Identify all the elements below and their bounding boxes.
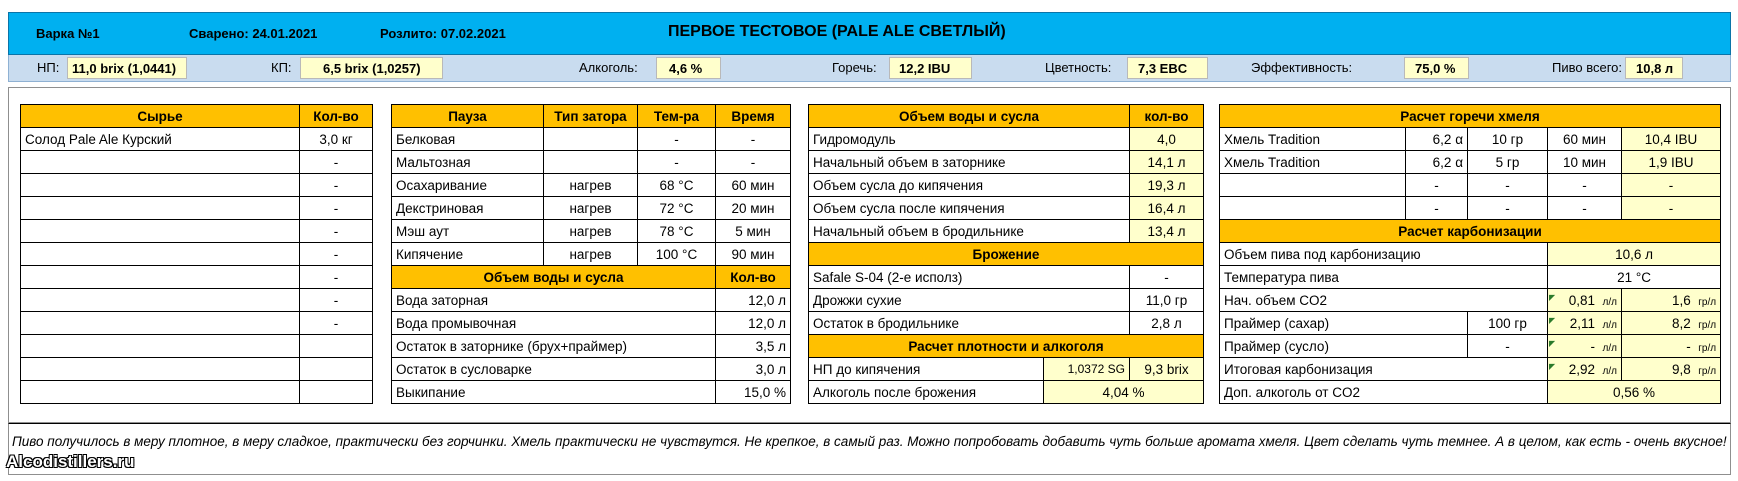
table-row	[809, 220, 1204, 243]
co2-label: Нач. объем CO2	[1220, 289, 1548, 312]
og-boil-label: НП до кипячения	[809, 358, 1044, 381]
table-row	[21, 243, 373, 266]
raw-name: Солод Pale Ale Курский	[21, 128, 300, 151]
comment-marker-icon: ◤	[1549, 338, 1556, 348]
pause-temp: -	[638, 151, 716, 174]
abv-ferm-value: 4,04 %	[1044, 381, 1204, 404]
water-name: Остаток в сусловарке	[392, 358, 716, 381]
hop-name: Хмель Tradition	[1220, 151, 1406, 174]
bottle-date: Розлито: 07.02.2021	[380, 26, 506, 41]
hop-time: 10 мин	[1548, 151, 1622, 174]
hop-alpha: -	[1406, 174, 1468, 197]
raw-qty: -	[300, 243, 373, 266]
wort-gl: -	[1686, 338, 1691, 354]
water-name: Вода промывочная	[392, 312, 716, 335]
table-row	[21, 128, 373, 151]
pause-name: Осахаривание	[392, 174, 544, 197]
hop-amount: -	[1468, 197, 1548, 220]
pause-name: Мэш аут	[392, 220, 544, 243]
gravity-header: Расчет плотности и алкоголя	[809, 335, 1204, 358]
ferm-name: Дрожжи сухие	[809, 289, 1130, 312]
pause-temp: -	[638, 128, 716, 151]
hop-time: 60 мин	[1548, 128, 1622, 151]
water-header-qty: Кол-во	[716, 266, 791, 289]
wort-label: Праймер (сусло)	[1220, 335, 1468, 358]
table-row	[1220, 358, 1721, 381]
table-row	[1220, 151, 1721, 174]
table-row	[21, 151, 373, 174]
hops-carbonation-table	[1219, 104, 1721, 404]
table-row	[21, 220, 373, 243]
table-row	[392, 358, 791, 381]
table-row	[392, 289, 791, 312]
carb-temp-value: 21 °C	[1548, 266, 1721, 289]
volume-name: Объем сусла до кипячения	[809, 174, 1130, 197]
ibu-label: Горечь:	[832, 60, 877, 75]
raw-name	[21, 358, 300, 381]
water-qty: 3,5 л	[716, 335, 791, 358]
pause-type	[544, 128, 638, 151]
wort-amount: -	[1468, 335, 1548, 358]
table-row	[809, 174, 1204, 197]
carb-volume-label: Объем пива под карбонизацию	[1220, 243, 1548, 266]
table-row	[809, 289, 1204, 312]
unit-vol: л/л	[1602, 319, 1617, 331]
table-row	[809, 266, 1204, 289]
pause-time: 20 мин	[716, 197, 791, 220]
volume-value: 14,1 л	[1130, 151, 1204, 174]
mash-header-pause: Пауза	[392, 105, 544, 128]
raw-name	[21, 266, 300, 289]
efficiency-label: Эффективность:	[1251, 60, 1353, 75]
og-label: НП:	[37, 60, 60, 75]
volume-value: 19,3 л	[1130, 174, 1204, 197]
pause-temp: 68 °C	[638, 174, 716, 197]
hops-header: Расчет горечи хмеля	[1220, 105, 1721, 128]
table-row	[1220, 381, 1721, 404]
summary-bar	[8, 55, 1731, 82]
hop-alpha: -	[1406, 197, 1468, 220]
water-name: Вода заторная	[392, 289, 716, 312]
table-row	[21, 197, 373, 220]
total-beer-label: Пиво всего:	[1552, 60, 1622, 75]
unit-vol: л/л	[1602, 296, 1617, 308]
fermentation-header: Брожение	[809, 243, 1204, 266]
table-row	[1220, 197, 1721, 220]
unit-gl: гр/л	[1698, 365, 1717, 377]
color-label: Цветность:	[1045, 60, 1112, 75]
raw-materials-table	[20, 104, 373, 404]
raw-name	[21, 151, 300, 174]
table-row	[809, 312, 1204, 335]
hop-ibu: -	[1622, 174, 1721, 197]
table-row	[392, 312, 791, 335]
volume-value: 4,0	[1130, 128, 1204, 151]
mash-header-type: Тип затора	[544, 105, 638, 128]
og-boil-brix: 9,3 brix	[1130, 358, 1204, 381]
mash-table	[391, 104, 791, 404]
table-row	[392, 335, 791, 358]
table-row	[21, 381, 373, 404]
hop-amount: 10 гр	[1468, 128, 1548, 151]
pause-name: Декстриновая	[392, 197, 544, 220]
hop-time: -	[1548, 174, 1622, 197]
raw-name	[21, 381, 300, 404]
hop-ibu: 10,4 IBU	[1622, 128, 1721, 151]
ferm-name: Остаток в бродильнике	[809, 312, 1130, 335]
hop-name	[1220, 197, 1406, 220]
water-qty: 12,0 л	[716, 312, 791, 335]
sugar-gl: 8,2	[1671, 315, 1691, 331]
carbonation-header: Расчет карбонизации	[1220, 220, 1721, 243]
table-row	[392, 220, 791, 243]
table-row	[21, 312, 373, 335]
pause-time: -	[716, 128, 791, 151]
pause-type: нагрев	[544, 243, 638, 266]
batch-number: Варка №1	[36, 26, 100, 41]
raw-qty: 3,0 кг	[300, 128, 373, 151]
volume-name: Начальный объем в бродильнике	[809, 220, 1130, 243]
volume-name: Объем сусла после кипячения	[809, 197, 1130, 220]
water-qty: 3,0 л	[716, 358, 791, 381]
table-row	[392, 128, 791, 151]
raw-qty	[300, 358, 373, 381]
hop-time: -	[1548, 197, 1622, 220]
co2-alcohol-value: 0,56 %	[1548, 381, 1721, 404]
mash-header-temp: Тем-ра	[638, 105, 716, 128]
hop-alpha: 6,2 α	[1406, 128, 1468, 151]
ferm-value: -	[1130, 266, 1204, 289]
table-row	[21, 358, 373, 381]
volumes-table	[808, 104, 1204, 404]
fg-value: 6,5 brix (1,0257)	[300, 57, 443, 79]
table-row	[1220, 289, 1721, 312]
unit-gl: гр/л	[1698, 296, 1717, 308]
hop-name: Хмель Tradition	[1220, 128, 1406, 151]
unit-gl: гр/л	[1698, 319, 1717, 331]
comment-marker-icon: ◤	[1549, 292, 1556, 302]
table-row	[1220, 243, 1721, 266]
table-row	[809, 358, 1204, 381]
raw-qty: -	[300, 197, 373, 220]
table-row	[809, 128, 1204, 151]
raw-qty: -	[300, 151, 373, 174]
raw-header-name: Сырье	[21, 105, 300, 128]
raw-qty: -	[300, 220, 373, 243]
water-qty: 12,0 л	[716, 289, 791, 312]
sugar-amount: 100 гр	[1468, 312, 1548, 335]
table-row	[1220, 335, 1721, 358]
wort-vol: -	[1590, 338, 1596, 354]
carb-total-label: Итоговая карбонизация	[1220, 358, 1548, 381]
pause-type: нагрев	[544, 174, 638, 197]
water-qty: 15,0 %	[716, 381, 791, 404]
color-value: 7,3 EBC	[1127, 57, 1208, 79]
brew-date: Сварено: 24.01.2021	[189, 26, 318, 41]
abv-value: 4,6 %	[656, 57, 721, 79]
pause-temp: 78 °C	[638, 220, 716, 243]
abv-ferm-label: Алкоголь после брожения	[809, 381, 1044, 404]
carb-temp-label: Температура пива	[1220, 266, 1548, 289]
sugar-label: Праймер (сахар)	[1220, 312, 1468, 335]
raw-qty: -	[300, 312, 373, 335]
pause-name: Мальтозная	[392, 151, 544, 174]
table-row	[21, 174, 373, 197]
unit-vol: л/л	[1602, 365, 1617, 377]
table-row	[1220, 128, 1721, 151]
pause-time: 5 мин	[716, 220, 791, 243]
carb-total-vol: 2,92	[1568, 361, 1596, 377]
volume-name: Начальный объем в заторнике	[809, 151, 1130, 174]
recipe-title: ПЕРВОЕ ТЕСТОВОЕ (PALE ALE СВЕТЛЫЙ)	[668, 23, 1006, 40]
co2-vol: 0,81	[1568, 292, 1596, 308]
og-value: 11,0 brix (1,0441)	[67, 57, 187, 79]
raw-name	[21, 220, 300, 243]
hop-ibu: 1,9 IBU	[1622, 151, 1721, 174]
table-row	[1220, 266, 1721, 289]
co2-alcohol-label: Доп. алкоголь от CO2	[1220, 381, 1548, 404]
water-header: Объем воды и сусла	[392, 266, 716, 289]
co2-gl: 1,6	[1671, 292, 1691, 308]
raw-name	[21, 243, 300, 266]
total-beer-value: 10,8 л	[1625, 57, 1683, 79]
title-bar	[8, 12, 1731, 55]
table-row	[392, 174, 791, 197]
carb-total-gl: 9,8	[1671, 361, 1691, 377]
table-row	[21, 335, 373, 358]
raw-qty	[300, 381, 373, 404]
pause-time: -	[716, 151, 791, 174]
raw-name	[21, 335, 300, 358]
unit-gl: гр/л	[1698, 342, 1717, 354]
raw-name	[21, 312, 300, 335]
pause-time: 90 мин	[716, 243, 791, 266]
table-row	[392, 381, 791, 404]
og-boil-sg: 1,0372 SG	[1044, 358, 1130, 381]
table-row	[392, 151, 791, 174]
pause-type	[544, 151, 638, 174]
water-name: Остаток в заторнике (брух+праймер)	[392, 335, 716, 358]
comment-marker-icon: ◤	[1549, 361, 1556, 371]
pause-type: нагрев	[544, 220, 638, 243]
raw-header-qty: Кол-во	[300, 105, 373, 128]
volume-name: Гидромодуль	[809, 128, 1130, 151]
carb-volume-value: 10,6 л	[1548, 243, 1721, 266]
table-row	[1220, 312, 1721, 335]
table-row	[1220, 174, 1721, 197]
volume-value: 13,4 л	[1130, 220, 1204, 243]
raw-name	[21, 197, 300, 220]
hop-amount: -	[1468, 174, 1548, 197]
table-row	[809, 151, 1204, 174]
table-row	[21, 266, 373, 289]
hop-amount: 5 гр	[1468, 151, 1548, 174]
watermark: Alcodistillers.ru	[6, 452, 135, 471]
sugar-vol: 2,11	[1569, 315, 1596, 331]
unit-vol: л/л	[1602, 342, 1617, 354]
pause-name: Кипячение	[392, 243, 544, 266]
volumes-header: Объем воды и сусла	[809, 105, 1130, 128]
table-row	[809, 197, 1204, 220]
table-row	[392, 197, 791, 220]
efficiency-value: 75,0 %	[1404, 57, 1469, 79]
raw-name	[21, 174, 300, 197]
raw-qty: -	[300, 289, 373, 312]
pause-temp: 72 °C	[638, 197, 716, 220]
raw-qty	[300, 335, 373, 358]
volumes-header-qty: кол-во	[1130, 105, 1204, 128]
hop-alpha: 6,2 α	[1406, 151, 1468, 174]
pause-name: Белковая	[392, 128, 544, 151]
pause-type: нагрев	[544, 197, 638, 220]
table-row	[809, 381, 1204, 404]
comment-marker-icon: ◤	[1549, 315, 1556, 325]
table-row	[392, 243, 791, 266]
ferm-value: 2,8 л	[1130, 312, 1204, 335]
raw-qty: -	[300, 266, 373, 289]
ferm-value: 11,0 гр	[1130, 289, 1204, 312]
ibu-value: 12,2 IBU	[889, 57, 972, 79]
pause-time: 60 мин	[716, 174, 791, 197]
raw-name	[21, 289, 300, 312]
hop-name	[1220, 174, 1406, 197]
tasting-note: Пиво получилось в меру плотное, в меру сладкое, практически без горчинки. Хмель практически не чувствутся. Не крепкое, в самый раз. Можно попробовать добавить чуть больше аромата хмеля. Цвет сделать чуть темнее. А в целом, как есть - очень вкусное!	[8, 423, 1731, 475]
ferm-name: Safale S-04 (2-е исполз)	[809, 266, 1130, 289]
volume-value: 16,4 л	[1130, 197, 1204, 220]
pause-temp: 100 °C	[638, 243, 716, 266]
abv-label: Алкоголь:	[579, 60, 638, 75]
raw-qty: -	[300, 174, 373, 197]
mash-header-time: Время	[716, 105, 791, 128]
table-row	[21, 289, 373, 312]
fg-label: КП:	[271, 60, 292, 75]
water-name: Выкипание	[392, 381, 716, 404]
hop-ibu: -	[1622, 197, 1721, 220]
